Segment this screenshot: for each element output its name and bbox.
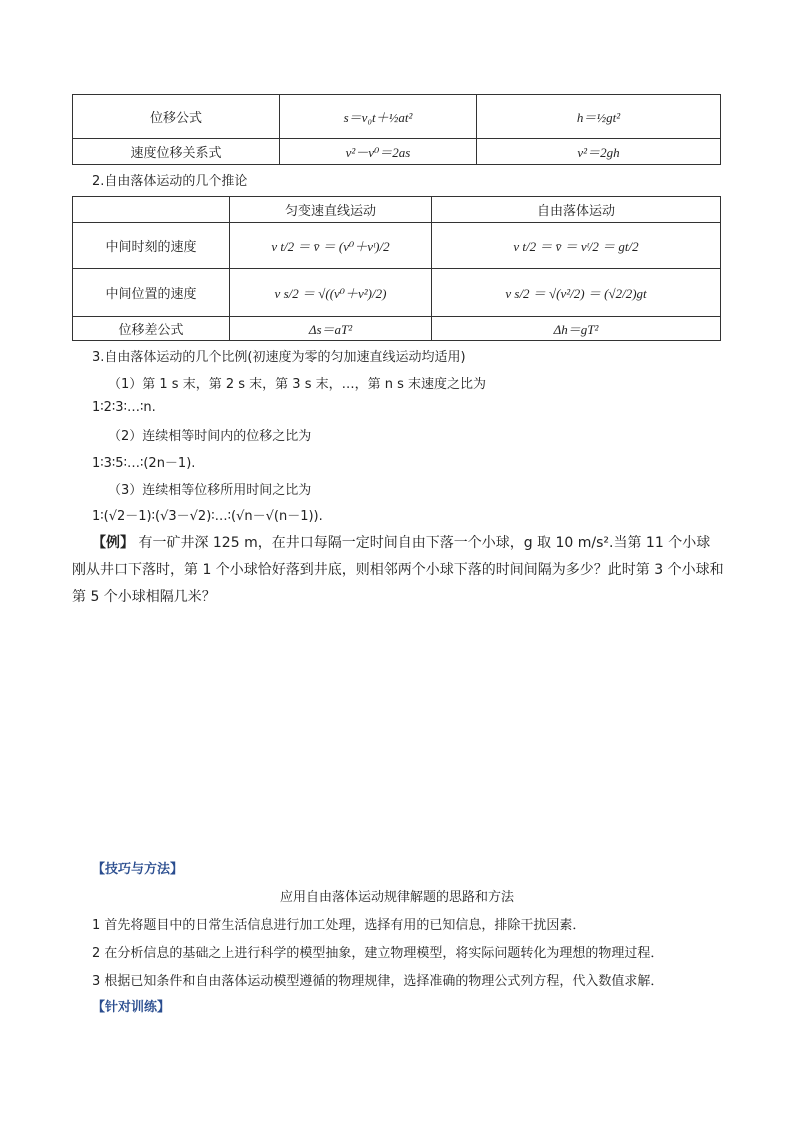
free-fall-formula: v²＝2gh <box>477 139 721 165</box>
free-fall-formula: Δh＝gT² <box>432 317 721 341</box>
header-cell <box>73 197 230 223</box>
ratio-question: （2）连续相等时间内的位移之比为 <box>108 429 312 444</box>
section-2-title: 2.自由落体运动的几个推论 <box>92 174 248 189</box>
skills-title: 应用自由落体运动规律解题的思路和方法 <box>279 890 514 905</box>
ratio-answer: 1∶(√2－1)∶(√3－√2)∶…∶(√n－√(n－1)). <box>92 509 323 524</box>
row-label: 速度位移关系式 <box>73 139 280 165</box>
header-cell: 自由落体运动 <box>432 197 721 223</box>
skills-step: 2 在分析信息的基础之上进行科学的模型抽象，建立物理模型，将实际问题转化为理想的物理过程． <box>92 946 664 961</box>
formula-table <box>72 94 721 165</box>
free-fall-formula: v s/2 ＝ √(v²/2) ＝ (√2/2)gt <box>432 269 721 317</box>
ratio-question: （1）第 1 s 末，第 2 s 末，第 3 s 末，…，第 n s 末速度之比为 <box>108 377 487 392</box>
header-cell: 匀变速直线运动 <box>230 197 432 223</box>
free-fall-formula: h＝½gt² <box>477 95 721 139</box>
skills-step: 3 根据已知条件和自由落体运动模型遵循的物理规律，选择准确的物理公式列方程，代入数值求解． <box>92 974 664 989</box>
skills-tag: 【技巧与方法】 <box>92 862 184 877</box>
uniform-formula: s＝v₀t＋½at² <box>280 95 477 139</box>
inference-table <box>72 196 721 341</box>
uniform-formula: v s/2 ＝ √((v⁰＋v²)/2) <box>230 269 432 317</box>
row-label: 位移差公式 <box>73 317 230 341</box>
ratio-answer: 1∶3∶5∶…∶(2n－1). <box>92 456 196 471</box>
ratio-question: （3）连续相等位移所用时间之比为 <box>108 483 312 498</box>
section-3-title: 3.自由落体运动的几个比例(初速度为零的匀加速直线运动均适用) <box>92 350 466 365</box>
row-label: 中间时刻的速度 <box>73 223 230 269</box>
uniform-formula: v²－v⁰＝2as <box>280 139 477 165</box>
uniform-formula: Δs＝aT² <box>230 317 432 341</box>
skills-step: 1 首先将题目中的日常生活信息进行加工处理，选择有用的已知信息，排除干扰因素． <box>92 918 586 933</box>
example-tag: 【例】 <box>92 535 134 551</box>
uniform-formula: v t/2 ＝ v̄ ＝ (v⁰＋vᵗ)/2 <box>230 223 432 269</box>
free-fall-formula: v t/2 ＝ v̄ ＝ vᵗ/2 ＝ gt/2 <box>432 223 721 269</box>
ratio-answer: 1∶2∶3∶…∶n. <box>92 400 156 415</box>
example-text: 有一矿井深 125 m，在井口每隔一定时间自由下落一个小球，g 取 10 m/s².当第 11 个小球刚从井口下落时，第 1 个小球恰好落到井底，则相邻两个小球下落的时间间隔为多少？此时第 3 个小球和第 5 个小球相隔几米？ <box>72 535 724 605</box>
row-label: 中间位置的速度 <box>73 269 230 317</box>
example-block <box>72 530 724 611</box>
training-tag: 【针对训练】 <box>92 1000 171 1015</box>
row-label: 位移公式 <box>73 95 280 139</box>
